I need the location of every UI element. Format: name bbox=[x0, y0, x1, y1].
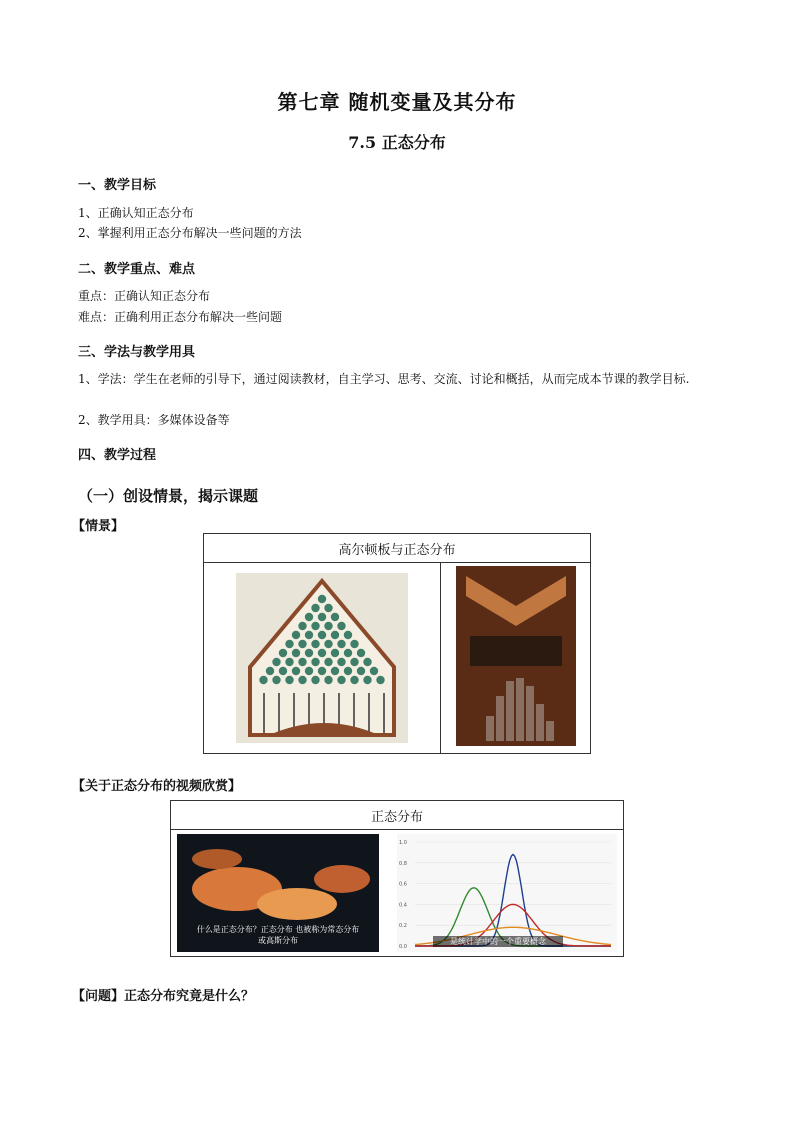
galton-photo bbox=[456, 566, 576, 746]
question: 【问题】正态分布究竟是什么？ bbox=[72, 989, 255, 1004]
video-label: 【关于正态分布的视频欣赏】 bbox=[72, 779, 242, 794]
key-point: 重点：正确认知正态分布 bbox=[78, 289, 211, 303]
part-1-title: （一）创设情景，揭示课题 bbox=[78, 487, 259, 505]
section-title: 7.5 正态分布 bbox=[348, 133, 446, 152]
heading-process: 四、教学过程 bbox=[78, 448, 157, 463]
video-subtitle-line1: 什么是正态分布？正态分布 也被称为常态分布 bbox=[196, 925, 360, 934]
chart-subtitle: 是统计学中的一个重要概念 bbox=[433, 936, 563, 947]
scene-label: 【情景】 bbox=[72, 519, 125, 534]
video-caption: 正态分布 bbox=[171, 801, 624, 830]
objective-1: 1、正确认知正态分布 bbox=[78, 206, 194, 220]
heading-key-points: 二、教学重点、难点 bbox=[78, 262, 196, 277]
y-tick-label: 0.2 bbox=[399, 923, 407, 930]
heading-objectives: 一、教学目标 bbox=[78, 178, 157, 193]
difficult-point: 难点：正确利用正态分布解决一些问题 bbox=[78, 310, 283, 324]
galton-board-drawing bbox=[204, 563, 440, 749]
method-1: 1、学法：学生在老师的引导下，通过阅读教材，自主学习、思考、交流、讨论和概括，从而完成本节课的教学目标. bbox=[78, 372, 690, 386]
heading-methods: 三、学法与教学用具 bbox=[78, 345, 196, 360]
y-tick-label: 0.6 bbox=[399, 881, 407, 888]
y-tick-label: 0.4 bbox=[399, 902, 407, 909]
chapter-title: 第七章 随机变量及其分布 bbox=[277, 90, 517, 114]
y-tick-label: 1.0 bbox=[399, 840, 407, 846]
y-tick-label: 0.0 bbox=[399, 944, 407, 950]
objective-2: 2、掌握利用正态分布解决一些问题的方法 bbox=[78, 226, 302, 240]
video-table bbox=[170, 800, 624, 957]
galton-caption: 高尔顿板与正态分布 bbox=[204, 534, 591, 563]
galton-table bbox=[203, 533, 591, 754]
video-subtitle-line2: 或高斯分布 bbox=[258, 936, 298, 945]
normal-distribution-chart[interactable] bbox=[397, 834, 617, 952]
y-tick-label: 0.8 bbox=[399, 860, 407, 867]
method-2: 2、教学用具：多媒体设备等 bbox=[78, 413, 230, 427]
